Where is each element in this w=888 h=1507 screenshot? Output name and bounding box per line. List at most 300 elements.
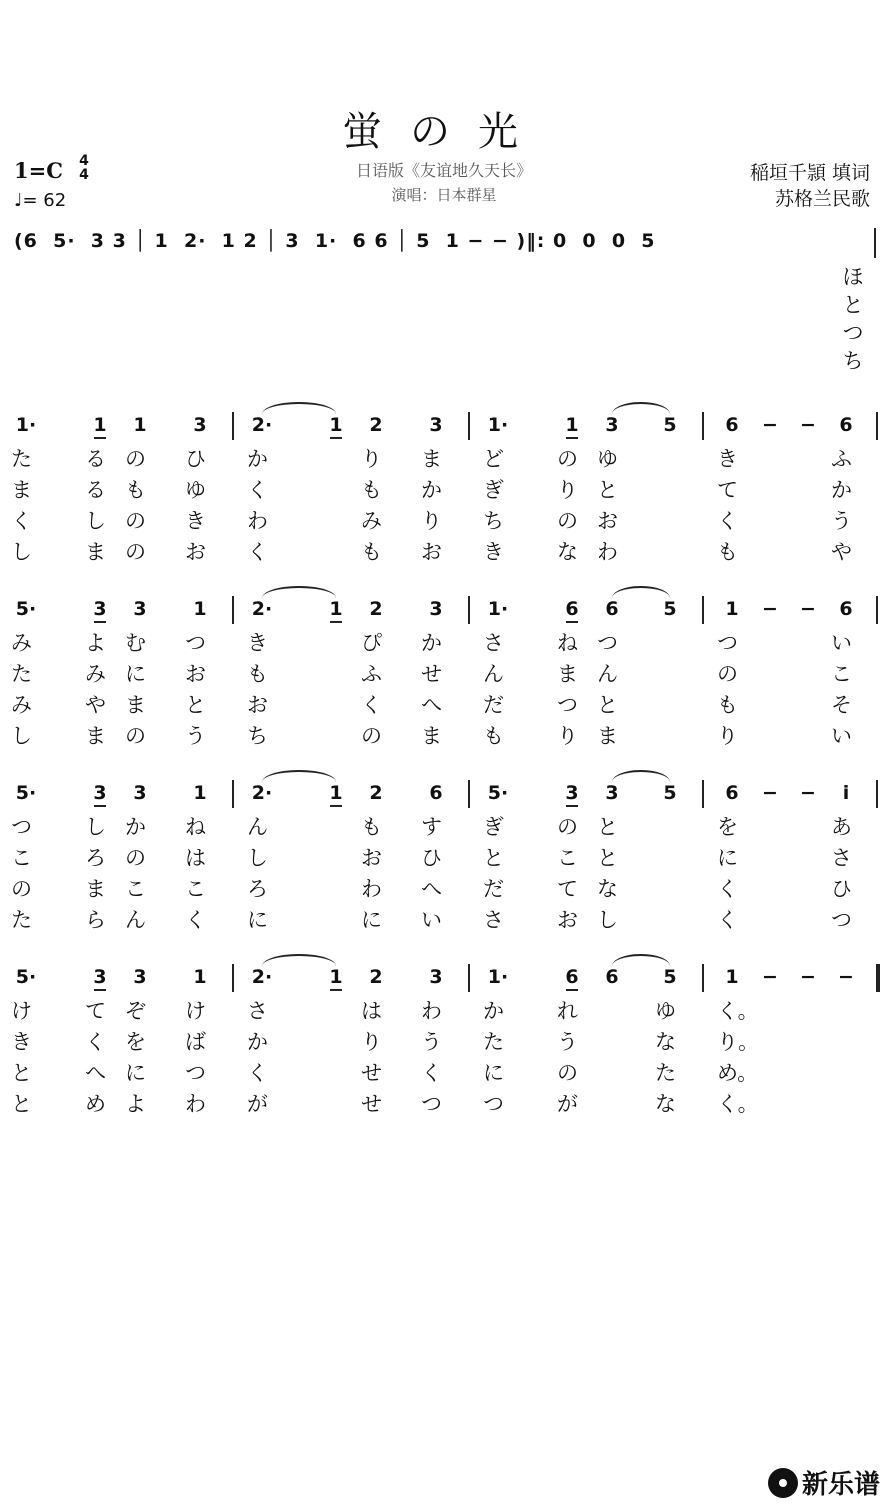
lyric-syllable: ひ — [831, 877, 852, 901]
lyric-syllable: か — [247, 1030, 268, 1054]
note: 6 — [565, 966, 579, 988]
lyric-syllable: ぎ — [483, 478, 504, 502]
barline — [702, 412, 704, 440]
lyric-syllable: く — [717, 509, 738, 533]
lyric-syllable: と — [185, 693, 206, 717]
note: 1 — [193, 966, 207, 988]
lyric-syllable: る — [85, 478, 106, 502]
lyric-syllable: り — [717, 724, 738, 748]
lyric-syllable: に — [361, 908, 382, 932]
lyric-syllable: せ — [361, 1092, 382, 1116]
lyric-syllable: を — [717, 815, 738, 839]
lyric-syllable: ろ — [85, 846, 106, 870]
note: 3 — [93, 782, 107, 804]
lyric-syllable: み — [361, 509, 382, 533]
lyric-syllable: し — [247, 846, 268, 870]
note: 5 — [663, 598, 677, 620]
barline — [702, 780, 704, 808]
watermark-logo — [768, 1464, 880, 1501]
lyric-syllable: や — [85, 693, 106, 717]
lyric-syllable: せ — [361, 1061, 382, 1085]
lyric-syllable: ま — [11, 478, 32, 502]
lyric-syllable: ん — [483, 662, 504, 686]
lyric-syllable: さ — [247, 999, 268, 1023]
lyric-syllable: め。 — [717, 1061, 759, 1085]
note: 2 — [369, 966, 383, 988]
barline — [232, 780, 234, 808]
lyric-syllable: う — [185, 724, 206, 748]
lyric-syllable: わ — [361, 877, 382, 901]
lyric-syllable: の — [557, 509, 578, 533]
lyric-syllable: さ — [483, 631, 504, 655]
lyric-syllable: ら — [85, 908, 106, 932]
lyric-syllable: む — [125, 631, 146, 655]
lyric-syllable: と — [11, 1061, 32, 1085]
note: 2· — [251, 598, 273, 620]
note: 2· — [251, 966, 273, 988]
lyric-syllable: こ — [185, 877, 206, 901]
note: − — [838, 966, 854, 988]
eighth-underline — [94, 437, 106, 439]
lyric-syllable: に — [717, 846, 738, 870]
lyric-syllable: は — [185, 846, 206, 870]
note: 6 — [839, 414, 853, 436]
lyric-syllable: つ — [483, 1092, 504, 1116]
time-signature-bottom: 4 — [79, 167, 89, 183]
note: 1· — [15, 414, 37, 436]
lyric-syllable: わ — [185, 1092, 206, 1116]
note: 1 — [725, 598, 739, 620]
lyric-syllable: り — [361, 1030, 382, 1054]
lyric-syllable: の — [557, 815, 578, 839]
lyric-syllable: に — [125, 662, 146, 686]
lyric-syllable: な — [557, 540, 578, 564]
lyric-syllable: お — [185, 662, 206, 686]
lyric-syllable: く — [247, 1061, 268, 1085]
eighth-underline — [94, 621, 106, 623]
lyric-syllable: あ — [831, 815, 852, 839]
lyric-syllable: ま — [85, 540, 106, 564]
lyric-syllable: み — [11, 631, 32, 655]
pickup-lyric: つ — [842, 321, 864, 345]
note: 3 — [429, 966, 443, 988]
barline — [232, 412, 234, 440]
lyric-syllable: ぎ — [483, 815, 504, 839]
lyric-syllable: た — [11, 662, 32, 686]
note: 3 — [605, 414, 619, 436]
lyric-syllable: く — [185, 908, 206, 932]
lyric-syllable: か — [483, 999, 504, 1023]
note: 6 — [605, 966, 619, 988]
lyric-syllable: う — [831, 509, 852, 533]
note: 3 — [133, 598, 147, 620]
eighth-underline — [330, 805, 342, 807]
barline — [468, 964, 470, 992]
note: 3 — [193, 414, 207, 436]
note: − — [800, 414, 816, 436]
tie-arc — [612, 954, 670, 966]
lyric-syllable: の — [125, 724, 146, 748]
eighth-underline — [566, 989, 578, 991]
note: 6 — [725, 414, 739, 436]
note: 5· — [487, 782, 509, 804]
lyric-syllable: た — [655, 1061, 676, 1085]
lyric-syllable: こ — [831, 662, 852, 686]
lyric-syllable: つ — [421, 1092, 442, 1116]
note: 1· — [487, 598, 509, 620]
lyric-syllable: せ — [421, 662, 442, 686]
pickup-lyric: ち — [842, 349, 864, 373]
note: 2· — [251, 782, 273, 804]
lyric-syllable: の — [125, 846, 146, 870]
lyric-syllable: し — [85, 815, 106, 839]
lyric-syllable: ね — [185, 815, 206, 839]
eighth-underline — [330, 437, 342, 439]
eighth-underline — [566, 437, 578, 439]
lyric-syllable: と — [483, 846, 504, 870]
lyric-syllable: ぴ — [361, 631, 382, 655]
lyric-syllable: お — [361, 846, 382, 870]
lyric-syllable: も — [717, 540, 738, 564]
lyric-syllable: く — [717, 908, 738, 932]
lyric-syllable: へ — [421, 877, 442, 901]
lyric-syllable: が — [247, 1092, 268, 1116]
lyric-syllable: に — [483, 1061, 504, 1085]
lyric-syllable: さ — [483, 908, 504, 932]
lyric-syllable: も — [361, 540, 382, 564]
lyric-syllable: り — [557, 478, 578, 502]
lyric-syllable: ゆ — [655, 999, 676, 1023]
barline — [468, 412, 470, 440]
lyric-syllable: ま — [421, 447, 442, 471]
lyric-syllable: よ — [125, 1092, 146, 1116]
note: 6 — [605, 598, 619, 620]
lyric-syllable: り — [557, 724, 578, 748]
lyric-syllable: か — [421, 631, 442, 655]
note: 5· — [15, 966, 37, 988]
note: 1 — [329, 414, 343, 436]
lyric-syllable: ま — [85, 724, 106, 748]
lyric-syllable: ば — [185, 1030, 206, 1054]
lyric-syllable: わ — [421, 999, 442, 1023]
lyric-syllable: も — [361, 478, 382, 502]
lyric-syllable: き — [483, 540, 504, 564]
lyric-syllable: な — [655, 1030, 676, 1054]
barline — [874, 228, 876, 258]
lyric-syllable: て — [557, 877, 578, 901]
lyric-syllable: ひ — [185, 447, 206, 471]
note: 5 — [663, 414, 677, 436]
lyric-syllable: み — [11, 693, 32, 717]
note: 1· — [487, 966, 509, 988]
note: 2 — [369, 414, 383, 436]
note: 1 — [193, 598, 207, 620]
barline — [876, 780, 878, 808]
note: 3 — [565, 782, 579, 804]
lyric-syllable: よ — [85, 631, 106, 655]
lyric-syllable: の — [125, 540, 146, 564]
note: − — [762, 414, 778, 436]
tie-arc — [262, 402, 336, 414]
lyricist-credit: 稲垣千頴 填词 — [749, 162, 870, 184]
composer-credit: 苏格兰民歌 — [774, 188, 870, 210]
lyric-syllable: ま — [421, 724, 442, 748]
note: 3 — [93, 598, 107, 620]
lyric-syllable: ま — [85, 877, 106, 901]
lyric-syllable: お — [185, 540, 206, 564]
pickup-lyric: ほ — [842, 265, 864, 289]
lyric-syllable: く — [11, 509, 32, 533]
note: 5 — [663, 782, 677, 804]
pickup-lyric: と — [842, 293, 864, 317]
lyric-syllable: く — [247, 478, 268, 502]
lyric-syllable: こ — [557, 846, 578, 870]
lyric-syllable: く — [421, 1061, 442, 1085]
lyric-syllable: も — [247, 662, 268, 686]
key-signature: 1=C — [14, 158, 63, 183]
lyric-syllable: に — [125, 1061, 146, 1085]
lyric-syllable: い — [421, 908, 442, 932]
performer: 演唱：日本群星 — [391, 186, 497, 204]
note: 3 — [429, 414, 443, 436]
barline — [876, 596, 878, 624]
lyric-syllable: ね — [557, 631, 578, 655]
lyric-syllable: の — [557, 447, 578, 471]
lyric-syllable: き — [11, 1030, 32, 1054]
lyric-syllable: つ — [597, 631, 618, 655]
lyric-syllable: く。 — [717, 1092, 759, 1116]
note: 6 — [725, 782, 739, 804]
lyric-syllable: さ — [831, 846, 852, 870]
note: 3 — [429, 598, 443, 620]
lyric-syllable: く — [85, 1030, 106, 1054]
eighth-underline — [330, 621, 342, 623]
lyric-syllable: き — [717, 447, 738, 471]
lyric-syllable: も — [483, 724, 504, 748]
note: 1 — [193, 782, 207, 804]
note: 5 — [663, 966, 677, 988]
lyric-syllable: ち — [247, 724, 268, 748]
note: 1 — [565, 414, 579, 436]
lyric-syllable: ち — [483, 509, 504, 533]
barline — [702, 596, 704, 624]
lyric-syllable: し — [11, 724, 32, 748]
lyric-syllable: と — [597, 815, 618, 839]
lyric-syllable: は — [361, 999, 382, 1023]
lyric-syllable: ゆ — [185, 478, 206, 502]
lyric-syllable: ふ — [831, 447, 852, 471]
lyric-syllable: め — [85, 1092, 106, 1116]
lyric-syllable: ん — [247, 815, 268, 839]
lyric-syllable: だ — [483, 693, 504, 717]
lyric-syllable: お — [421, 540, 442, 564]
lyric-syllable: し — [85, 509, 106, 533]
lyric-syllable: く — [247, 540, 268, 564]
lyric-syllable: と — [597, 846, 618, 870]
lyric-syllable: ま — [597, 724, 618, 748]
note: 1 — [93, 414, 107, 436]
note: 6 — [565, 598, 579, 620]
lyric-syllable: も — [361, 815, 382, 839]
lyric-syllable: つ — [185, 1061, 206, 1085]
eighth-underline — [94, 805, 106, 807]
lyric-syllable: が — [557, 1092, 578, 1116]
note: 6 — [839, 598, 853, 620]
lyric-syllable: を — [125, 1030, 146, 1054]
note: 1 — [133, 414, 147, 436]
lyric-syllable: へ — [421, 693, 442, 717]
lyric-syllable: つ — [717, 631, 738, 655]
lyric-syllable: お — [597, 509, 618, 533]
lyric-syllable: た — [11, 447, 32, 471]
intro-notation: (6 5· 3 3 │ 1 2· 1 2 │ 3 1· 6 6 │ 5 1 − − )‖: 0 0 0 5 — [14, 230, 656, 252]
lyric-syllable: り — [361, 447, 382, 471]
note: − — [800, 598, 816, 620]
lyric-syllable: ど — [483, 447, 504, 471]
lyric-syllable: た — [11, 908, 32, 932]
lyric-syllable: る — [85, 447, 106, 471]
tie-arc — [262, 954, 336, 966]
barline — [876, 964, 880, 992]
lyric-syllable: お — [557, 908, 578, 932]
note: 1· — [487, 414, 509, 436]
tempo-marking: ♩= 62 — [14, 190, 67, 211]
lyric-syllable: の — [125, 509, 146, 533]
lyric-syllable: く — [717, 877, 738, 901]
note: 2· — [251, 414, 273, 436]
lyric-syllable: も — [717, 693, 738, 717]
note: − — [762, 966, 778, 988]
note: 3 — [93, 966, 107, 988]
lyric-syllable: お — [247, 693, 268, 717]
note: 1 — [725, 966, 739, 988]
lyric-syllable: わ — [597, 540, 618, 564]
lyric-syllable: い — [831, 724, 852, 748]
subtitle: 日语版《友谊地久天长》 — [355, 161, 532, 180]
note: 3 — [605, 782, 619, 804]
lyric-syllable: つ — [185, 631, 206, 655]
tie-arc — [612, 586, 670, 598]
record-icon — [768, 1468, 798, 1498]
lyric-syllable: た — [483, 1030, 504, 1054]
lyric-syllable: ろ — [247, 877, 268, 901]
lyric-syllable: ぞ — [125, 999, 146, 1023]
lyric-syllable: と — [11, 1092, 32, 1116]
lyric-syllable: し — [11, 540, 32, 564]
eighth-underline — [566, 621, 578, 623]
lyric-syllable: な — [597, 877, 618, 901]
lyric-syllable: け — [11, 999, 32, 1023]
lyric-syllable: に — [247, 908, 268, 932]
lyric-syllable: り — [421, 509, 442, 533]
lyric-syllable: く — [361, 693, 382, 717]
eighth-underline — [94, 989, 106, 991]
lyric-syllable: し — [597, 908, 618, 932]
lyric-syllable: く。 — [717, 999, 759, 1023]
barline — [232, 596, 234, 624]
barline — [232, 964, 234, 992]
lyric-syllable: こ — [11, 846, 32, 870]
lyric-syllable: か — [125, 815, 146, 839]
note: − — [762, 598, 778, 620]
lyric-syllable: か — [831, 478, 852, 502]
note: − — [762, 782, 778, 804]
note: 1 — [329, 966, 343, 988]
lyric-syllable: わ — [247, 509, 268, 533]
lyric-syllable: ま — [125, 693, 146, 717]
barline — [468, 780, 470, 808]
lyric-syllable: う — [557, 1030, 578, 1054]
lyric-syllable: ん — [125, 908, 146, 932]
note: 6 — [429, 782, 443, 804]
barline — [468, 596, 470, 624]
note: 2 — [369, 782, 383, 804]
note: 1 — [329, 782, 343, 804]
lyric-syllable: と — [597, 478, 618, 502]
lyric-syllable: て — [85, 999, 106, 1023]
watermark-text: 新乐谱 — [801, 1470, 880, 1500]
lyric-syllable: の — [125, 447, 146, 471]
tie-arc — [262, 770, 336, 782]
lyric-syllable: そ — [831, 693, 852, 717]
lyric-syllable: す — [421, 815, 442, 839]
lyric-syllable: き — [247, 631, 268, 655]
time-signature-top: 4 — [79, 153, 89, 169]
lyric-syllable: か — [421, 478, 442, 502]
lyric-syllable: へ — [85, 1061, 106, 1085]
lyric-syllable: う — [421, 1030, 442, 1054]
lyric-syllable: き — [185, 509, 206, 533]
lyric-syllable: り。 — [717, 1030, 759, 1054]
lyric-syllable: ま — [557, 662, 578, 686]
lyric-syllable: み — [85, 662, 106, 686]
lyric-syllable: ん — [597, 662, 618, 686]
lyric-syllable: や — [831, 540, 852, 564]
lyric-syllable: ゆ — [597, 447, 618, 471]
lyric-syllable: て — [717, 478, 738, 502]
lyric-syllable: つ — [831, 908, 852, 932]
lyric-syllable: い — [831, 631, 852, 655]
song-title: 蛍の光 — [342, 109, 546, 155]
lyric-syllable: こ — [125, 877, 146, 901]
lyric-syllable: だ — [483, 877, 504, 901]
note: 5· — [15, 782, 37, 804]
barline — [702, 964, 704, 992]
tie-arc — [612, 770, 670, 782]
lyric-syllable: れ — [557, 999, 578, 1023]
note: i — [842, 782, 850, 804]
barline — [876, 412, 878, 440]
note: 3 — [133, 966, 147, 988]
lyric-syllable: の — [557, 1061, 578, 1085]
lyric-syllable: つ — [557, 693, 578, 717]
lyric-syllable: の — [717, 662, 738, 686]
note: − — [800, 782, 816, 804]
lyric-syllable: か — [247, 447, 268, 471]
lyric-syllable: の — [361, 724, 382, 748]
tie-arc — [262, 586, 336, 598]
tie-arc — [612, 402, 670, 414]
lyric-syllable: ふ — [361, 662, 382, 686]
lyric-syllable: も — [125, 478, 146, 502]
note: 2 — [369, 598, 383, 620]
note: − — [800, 966, 816, 988]
eighth-underline — [330, 989, 342, 991]
eighth-underline — [566, 805, 578, 807]
lyric-syllable: と — [597, 693, 618, 717]
note: 5· — [15, 598, 37, 620]
lyric-syllable: つ — [11, 815, 32, 839]
